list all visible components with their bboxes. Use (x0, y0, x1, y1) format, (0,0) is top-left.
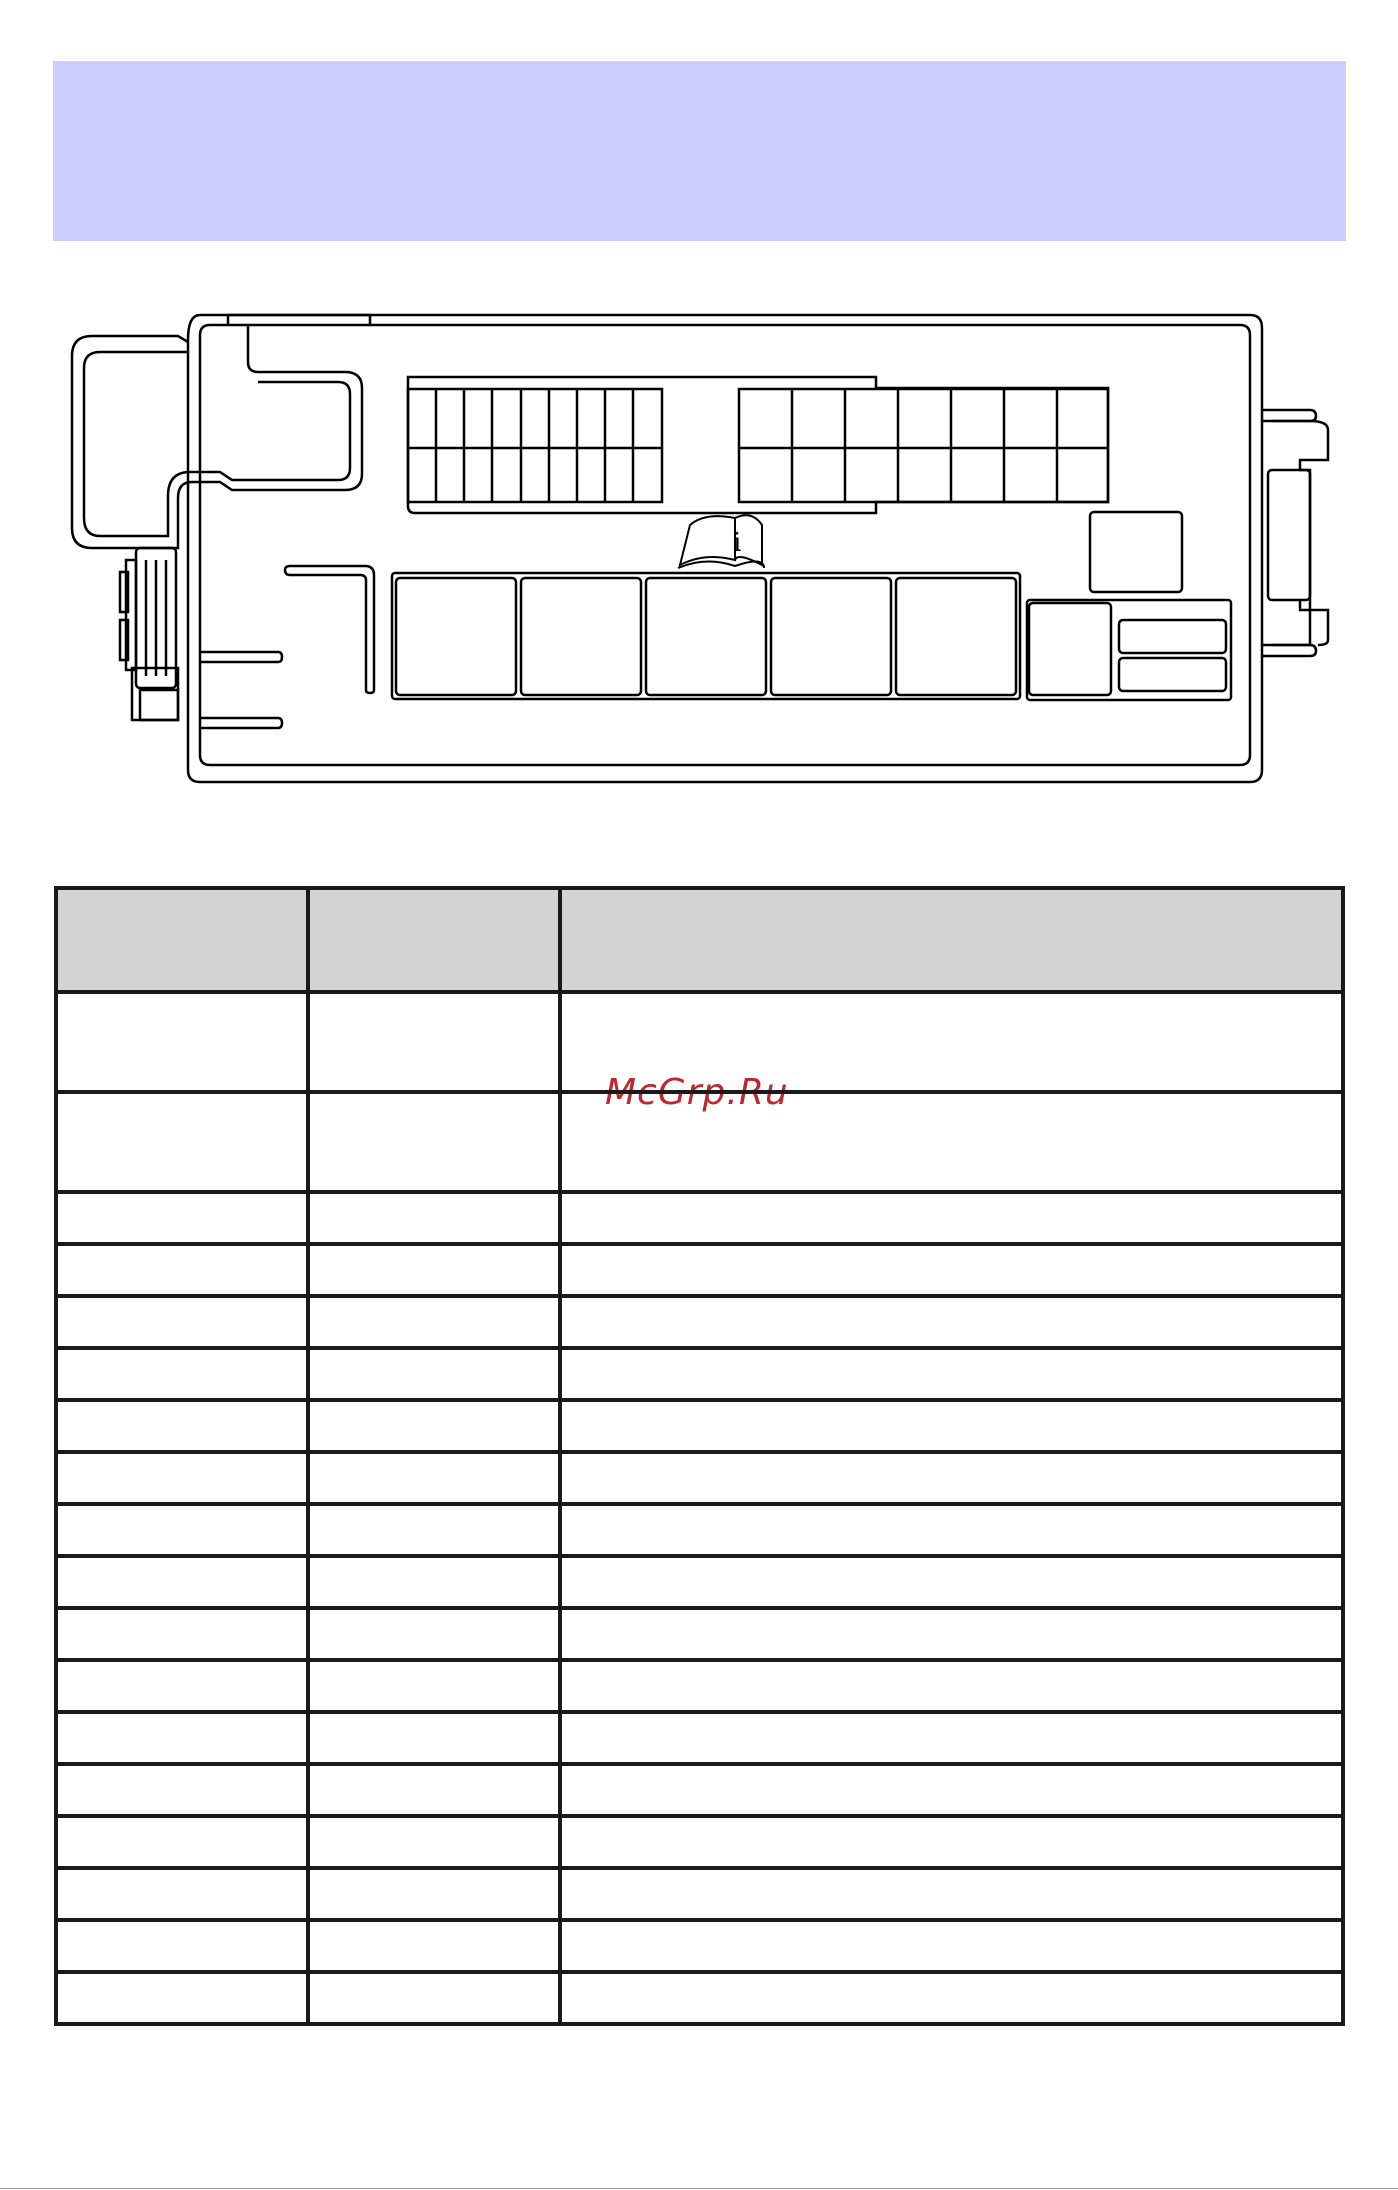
table-cell (560, 1400, 1343, 1452)
table-cell (308, 1348, 560, 1400)
maxi-fuse-row (392, 573, 1020, 699)
table-cell (308, 1712, 560, 1764)
table-row (56, 1400, 1343, 1452)
table-cell (56, 1092, 308, 1192)
table-cell (560, 1712, 1343, 1764)
table-cell (308, 1244, 560, 1296)
table-cell (56, 1348, 308, 1400)
table-cell (308, 1556, 560, 1608)
table-cell (560, 1504, 1343, 1556)
fuse-table (54, 886, 1345, 2026)
header-cell (308, 888, 560, 992)
table-cell (56, 992, 308, 1092)
table-cell (56, 1556, 308, 1608)
table-cell (308, 1816, 560, 1868)
table-cell (560, 1556, 1343, 1608)
maxi-fuse-slot (521, 578, 641, 695)
table-cell (56, 1608, 308, 1660)
table-row (56, 1556, 1343, 1608)
relay-square (1090, 512, 1182, 592)
table-cell (56, 1712, 308, 1764)
table-cell (56, 1764, 308, 1816)
table-cell (308, 992, 560, 1092)
svg-text:i: i (733, 528, 742, 558)
table-row (56, 1608, 1343, 1660)
table-cell (560, 1868, 1343, 1920)
header-cell (56, 888, 308, 992)
table-cell (308, 1296, 560, 1348)
table-cell (308, 1400, 560, 1452)
table-row (56, 1348, 1343, 1400)
table-cell (560, 1348, 1343, 1400)
watermark: McGrp.Ru (605, 1072, 789, 1113)
table-cell (56, 1452, 308, 1504)
table-body (56, 1192, 1343, 2024)
maxi-fuse-slot (396, 578, 516, 695)
table-row (56, 1244, 1343, 1296)
table-row (56, 1868, 1343, 1920)
table-cell (560, 1452, 1343, 1504)
right-connector (1268, 470, 1310, 600)
table-cell (56, 1868, 308, 1920)
table-cell (308, 1608, 560, 1660)
table-cell (560, 1192, 1343, 1244)
table-row (56, 1764, 1343, 1816)
table-cell (560, 1660, 1343, 1712)
table-row (56, 1452, 1343, 1504)
table-row (56, 1504, 1343, 1556)
table-cell (56, 1504, 308, 1556)
right-mounting-bracket (1262, 410, 1316, 421)
table-cell (56, 1816, 308, 1868)
left-mounting-bracket (72, 325, 362, 548)
fuse-box-diagram (0, 300, 1398, 800)
table-cell (56, 1192, 308, 1244)
relay (1029, 603, 1111, 695)
table-cell (308, 1972, 560, 2024)
table-row (56, 1920, 1343, 1972)
maxi-fuse-slot (771, 578, 891, 695)
table-cell (560, 1920, 1343, 1972)
manual-info-icon (678, 515, 764, 568)
table-row (56, 992, 1343, 1092)
table-cell (56, 1920, 308, 1972)
header-cell (560, 888, 1343, 992)
table-row (56, 1972, 1343, 2024)
relay-group (1027, 600, 1231, 700)
table-cell (560, 1296, 1343, 1348)
table-cell (308, 1920, 560, 1972)
table-row (56, 1192, 1343, 1244)
fuse-box-outline (188, 315, 1262, 782)
table-row (56, 1712, 1343, 1764)
relay-small (1119, 620, 1226, 653)
table-header-row (56, 888, 1343, 992)
maxi-fuse-slot (646, 578, 766, 695)
table-cell (308, 1452, 560, 1504)
page-divider (0, 2188, 1398, 2189)
table-cell (308, 1660, 560, 1712)
table-cell (560, 1816, 1343, 1868)
table-row (56, 1296, 1343, 1348)
section-title-banner (53, 61, 1346, 241)
table-cell (308, 1092, 560, 1192)
table-cell (308, 1868, 560, 1920)
table-row (56, 1816, 1343, 1868)
table-cell (56, 1296, 308, 1348)
maxi-fuse-slot (896, 578, 1016, 695)
table-cell (560, 992, 1343, 1092)
table-cell (56, 1972, 308, 2024)
table-cell (560, 1608, 1343, 1660)
table-cell (56, 1244, 308, 1296)
table-cell (560, 1764, 1343, 1816)
table-cell (560, 1244, 1343, 1296)
table-cell (308, 1192, 560, 1244)
table-row (56, 1660, 1343, 1712)
table-cell (56, 1660, 308, 1712)
table-cell (56, 1400, 308, 1452)
table-cell (560, 1092, 1343, 1192)
table-cell (308, 1764, 560, 1816)
table-row (56, 1092, 1343, 1192)
table-cell (560, 1972, 1343, 2024)
table-cell (308, 1504, 560, 1556)
relay-small (1119, 658, 1226, 691)
